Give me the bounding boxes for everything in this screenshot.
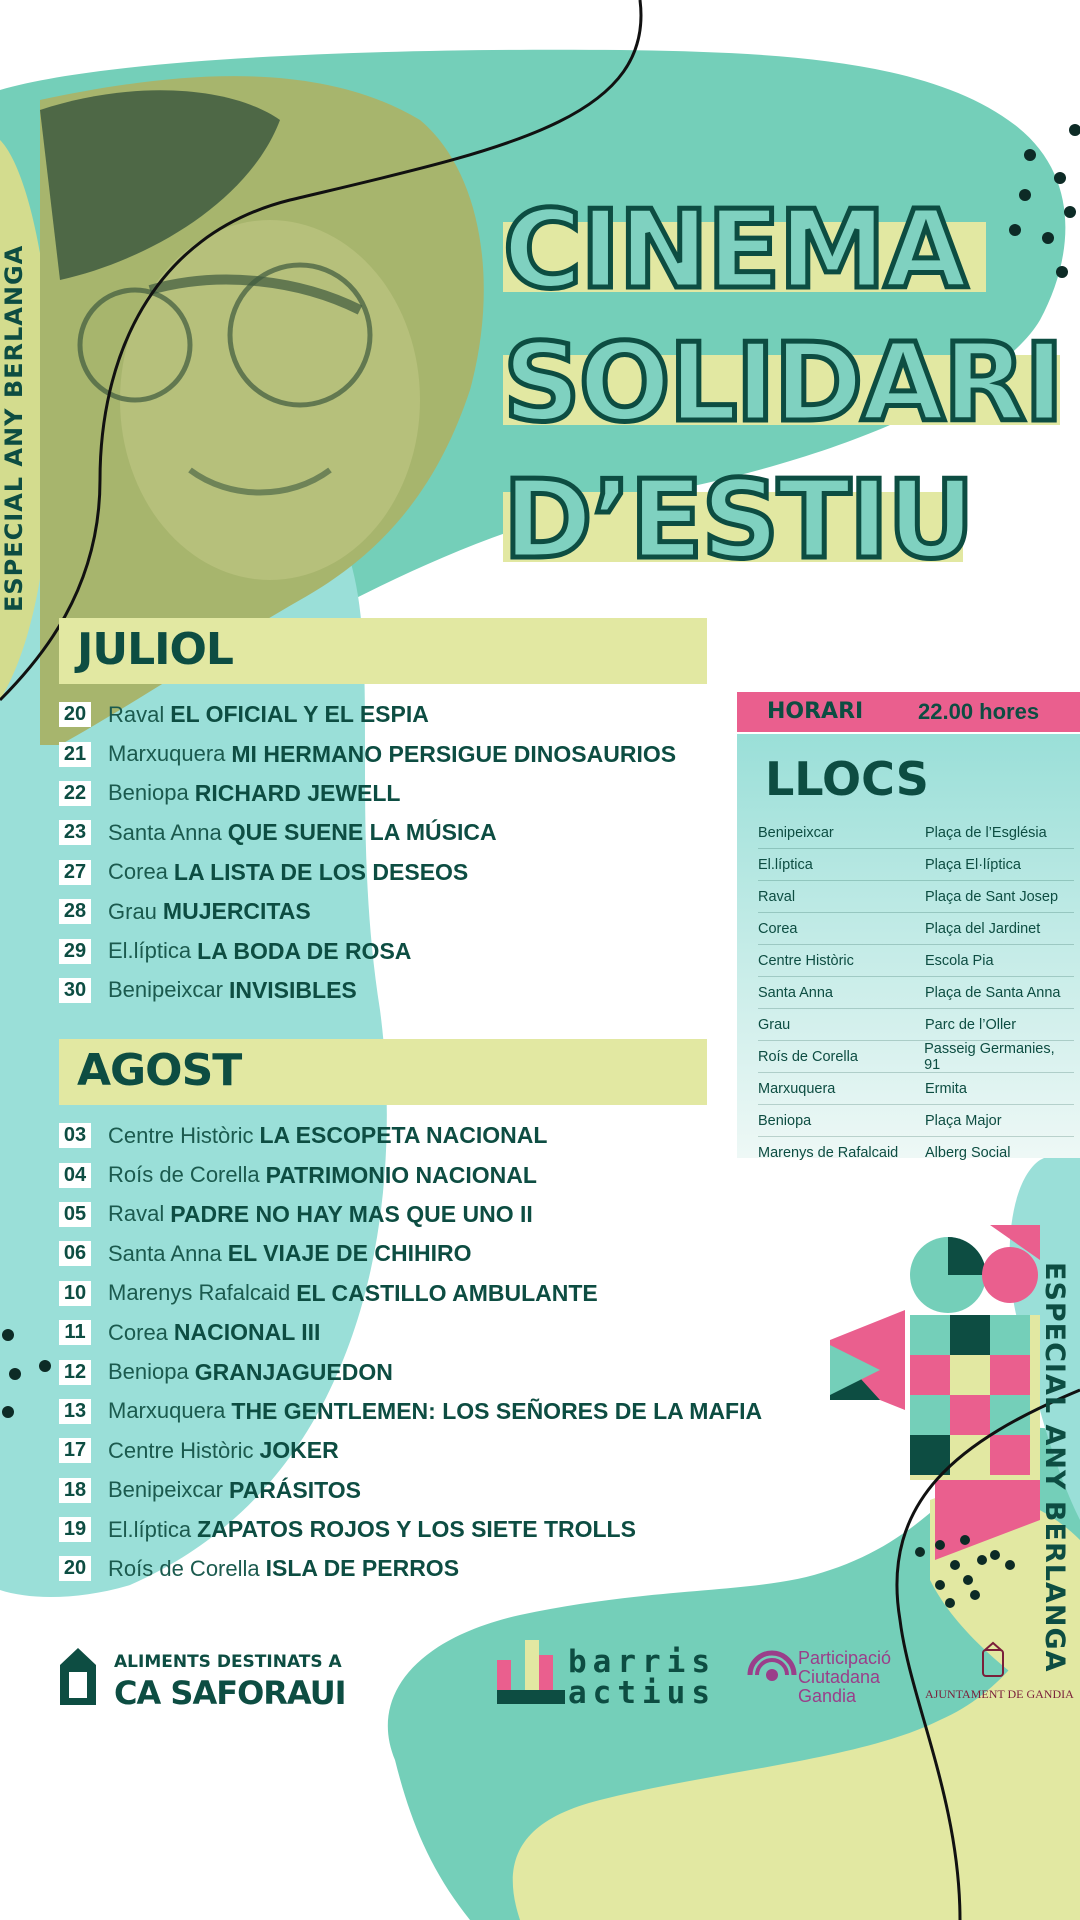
film-title: EL CASTILLO AMBULANTE	[296, 1279, 598, 1306]
film-title: LA BODA DE ROSA	[197, 937, 412, 964]
film-title: MUJERCITAS	[162, 898, 311, 925]
film-title: EL VIAJE DE CHIHIRO	[227, 1240, 472, 1267]
list-item	[59, 813, 676, 852]
table-row	[758, 945, 1074, 977]
horari-time: 22.00 hores	[918, 699, 1040, 724]
day-number: 11	[59, 1320, 91, 1345]
table-row	[758, 977, 1074, 1009]
place-name: El.líptica	[108, 938, 192, 964]
table-row	[758, 817, 1074, 849]
list-item	[59, 1116, 762, 1155]
film-title: RICHARD JEWELL	[194, 779, 401, 806]
place-name: Roís de Corella	[108, 1555, 260, 1581]
place-name: Marenys Rafalcaid	[108, 1280, 291, 1306]
day-number: 23	[59, 820, 91, 845]
place-name: Corea	[108, 1319, 168, 1345]
juliol-heading-text: JULIOL	[77, 624, 233, 675]
film-title: PATRIMONIO NACIONAL	[265, 1161, 537, 1188]
place-name: Centre Històric	[108, 1122, 254, 1148]
list-item	[59, 695, 676, 734]
list-item	[59, 1195, 762, 1234]
district: Benipeixcar	[758, 824, 834, 841]
ajuntament-logo: AJUNTAMENT DE GANDIA	[925, 1687, 1074, 1701]
film-title: LA LISTA DE LOS DESEOS	[173, 858, 469, 885]
day-number: 20	[59, 1556, 91, 1581]
venue: Plaça de Santa Anna	[925, 984, 1061, 1001]
day-number: 30	[59, 978, 91, 1003]
table-row	[758, 1041, 1074, 1073]
special-label-left	[0, 572, 28, 612]
district: Marxuquera	[758, 1080, 836, 1097]
list-item	[59, 1352, 762, 1391]
place-name: Beniopa	[108, 1359, 189, 1385]
film-title: LA ESCOPETA NACIONAL	[259, 1122, 548, 1149]
agost-heading-text: AGOST	[77, 1045, 242, 1096]
barris-actius-logo	[568, 1644, 716, 1711]
title-cinema: CINEMA	[503, 188, 966, 313]
film-title: GRANJAGUEDON	[194, 1358, 393, 1385]
district: Centre Històric	[758, 952, 854, 969]
day-number: 29	[59, 939, 91, 964]
place-name: El.líptica	[108, 1516, 192, 1542]
llocs-heading: LLOCS	[765, 752, 929, 806]
venue: Alberg Social	[925, 1144, 1011, 1161]
list-item	[59, 1274, 762, 1313]
table-row	[758, 1105, 1074, 1137]
day-number: 13	[59, 1399, 91, 1424]
list-item	[59, 734, 676, 773]
list-item	[59, 853, 676, 892]
list-item	[59, 774, 676, 813]
venue: Parc de l’Oller	[925, 1016, 1017, 1033]
day-number: 20	[59, 702, 91, 727]
juliol-heading	[59, 618, 707, 684]
list-item	[59, 1510, 762, 1549]
district: Roís de Corella	[758, 1048, 858, 1065]
saforaui-small-text: ALIMENTS DESTINATS A	[114, 1652, 342, 1672]
participacio-line-2: Ciutadana	[798, 1667, 881, 1687]
place-name: Raval	[108, 701, 165, 727]
table-row	[758, 881, 1074, 913]
day-number: 05	[59, 1202, 91, 1227]
day-number: 21	[59, 742, 91, 767]
film-title: NACIONAL III	[173, 1319, 321, 1346]
participacio-line-3: Gandia	[798, 1686, 857, 1706]
film-title: JOKER	[259, 1437, 339, 1464]
venue: Plaça de l’Església	[925, 824, 1047, 841]
district: Marenys de Rafalcaid	[758, 1144, 899, 1161]
film-title: PADRE NO HAY MAS QUE UNO II	[170, 1200, 533, 1227]
day-number: 27	[59, 860, 91, 885]
place-name: Corea	[108, 859, 168, 885]
venue: Plaça Major	[925, 1112, 1002, 1129]
table-row	[758, 849, 1074, 881]
table-row	[758, 913, 1074, 945]
place-name: Grau	[108, 898, 157, 924]
llocs-panel	[737, 734, 1080, 1161]
day-number: 19	[59, 1517, 91, 1542]
table-row	[758, 1137, 1074, 1168]
juliol-list	[59, 695, 676, 1010]
place-name: Marxuquera	[108, 1398, 226, 1424]
venue: Plaça del Jardinet	[925, 920, 1041, 937]
district: Raval	[758, 888, 796, 905]
saforaui-icon	[60, 1648, 96, 1705]
film-title: QUE SUENE LA MÚSICA	[227, 819, 497, 846]
list-item	[59, 1549, 762, 1588]
place-name: Santa Anna	[108, 819, 222, 845]
venue: Passeig Germanies, 91	[924, 1040, 1055, 1073]
horari-label: HORARI	[767, 699, 864, 724]
film-title: EL OFICIAL Y EL ESPIA	[170, 701, 429, 728]
district: El.líptica	[758, 856, 813, 873]
day-number: 18	[59, 1478, 91, 1503]
place-name: Benipeixcar	[108, 1477, 223, 1503]
place-name: Santa Anna	[108, 1240, 222, 1266]
place-name: Beniopa	[108, 780, 189, 806]
table-row	[758, 1073, 1074, 1105]
day-number: 06	[59, 1241, 91, 1266]
district: Grau	[758, 1016, 791, 1033]
day-number: 22	[59, 781, 91, 806]
film-title: ISLA DE PERROS	[265, 1555, 460, 1582]
actius-text: actius	[568, 1675, 716, 1711]
saforaui-big-text: CA SAFORAUI	[114, 1674, 346, 1712]
venue: Escola Pia	[925, 952, 994, 969]
agost-list	[59, 1116, 762, 1589]
place-name: Benipeixcar	[108, 977, 223, 1003]
day-number: 17	[59, 1438, 91, 1463]
list-item	[59, 1155, 762, 1194]
title-destiu: D’ESTIU	[503, 458, 973, 583]
list-item	[59, 1392, 762, 1431]
film-title: INVISIBLES	[228, 976, 357, 1003]
day-number: 10	[59, 1281, 91, 1306]
horari-bar	[737, 692, 1080, 732]
place-name: Roís de Corella	[108, 1162, 260, 1188]
title-line-2	[503, 321, 1063, 446]
film-title: THE GENTLEMEN: LOS SEÑORES DE LA MAFIA	[231, 1397, 763, 1424]
day-number: 12	[59, 1360, 91, 1385]
day-number: 04	[59, 1163, 91, 1188]
list-item	[59, 1313, 762, 1352]
barris-text: barris	[568, 1644, 716, 1680]
llocs-table	[758, 817, 1074, 1168]
place-name: Raval	[108, 1201, 165, 1227]
district: Santa Anna	[758, 984, 833, 1001]
place-name: Marxuquera	[108, 741, 226, 767]
list-item	[59, 931, 676, 970]
title-line-3	[503, 458, 973, 583]
day-number: 03	[59, 1123, 91, 1148]
film-title: MI HERMANO PERSIGUE DINOSAURIOS	[231, 740, 677, 767]
list-item	[59, 1234, 762, 1273]
participacio-logo	[798, 1649, 891, 1706]
district: Beniopa	[758, 1112, 812, 1129]
list-item	[59, 1471, 762, 1510]
list-item	[59, 1431, 762, 1470]
venue: Plaça El·líptica	[925, 856, 1021, 873]
venue: Plaça de Sant Josep	[925, 888, 1059, 905]
venue: Ermita	[925, 1080, 967, 1097]
district: Corea	[758, 920, 798, 937]
title-solidari: SOLIDARI	[503, 321, 1063, 446]
special-label-right: ESPECIAL ANY BERLANGA	[1039, 1262, 1070, 1673]
place-name: Centre Històric	[108, 1437, 254, 1463]
day-number: 28	[59, 899, 91, 924]
title-line-1	[503, 188, 966, 313]
film-title: PARÁSITOS	[228, 1476, 362, 1503]
participacio-line-1: Participació	[798, 1648, 892, 1668]
list-item	[59, 892, 676, 931]
agost-heading	[59, 1039, 707, 1105]
table-row	[758, 1009, 1074, 1041]
list-item	[59, 971, 676, 1010]
film-title: ZAPATOS ROJOS Y LOS SIETE TROLLS	[197, 1516, 636, 1543]
